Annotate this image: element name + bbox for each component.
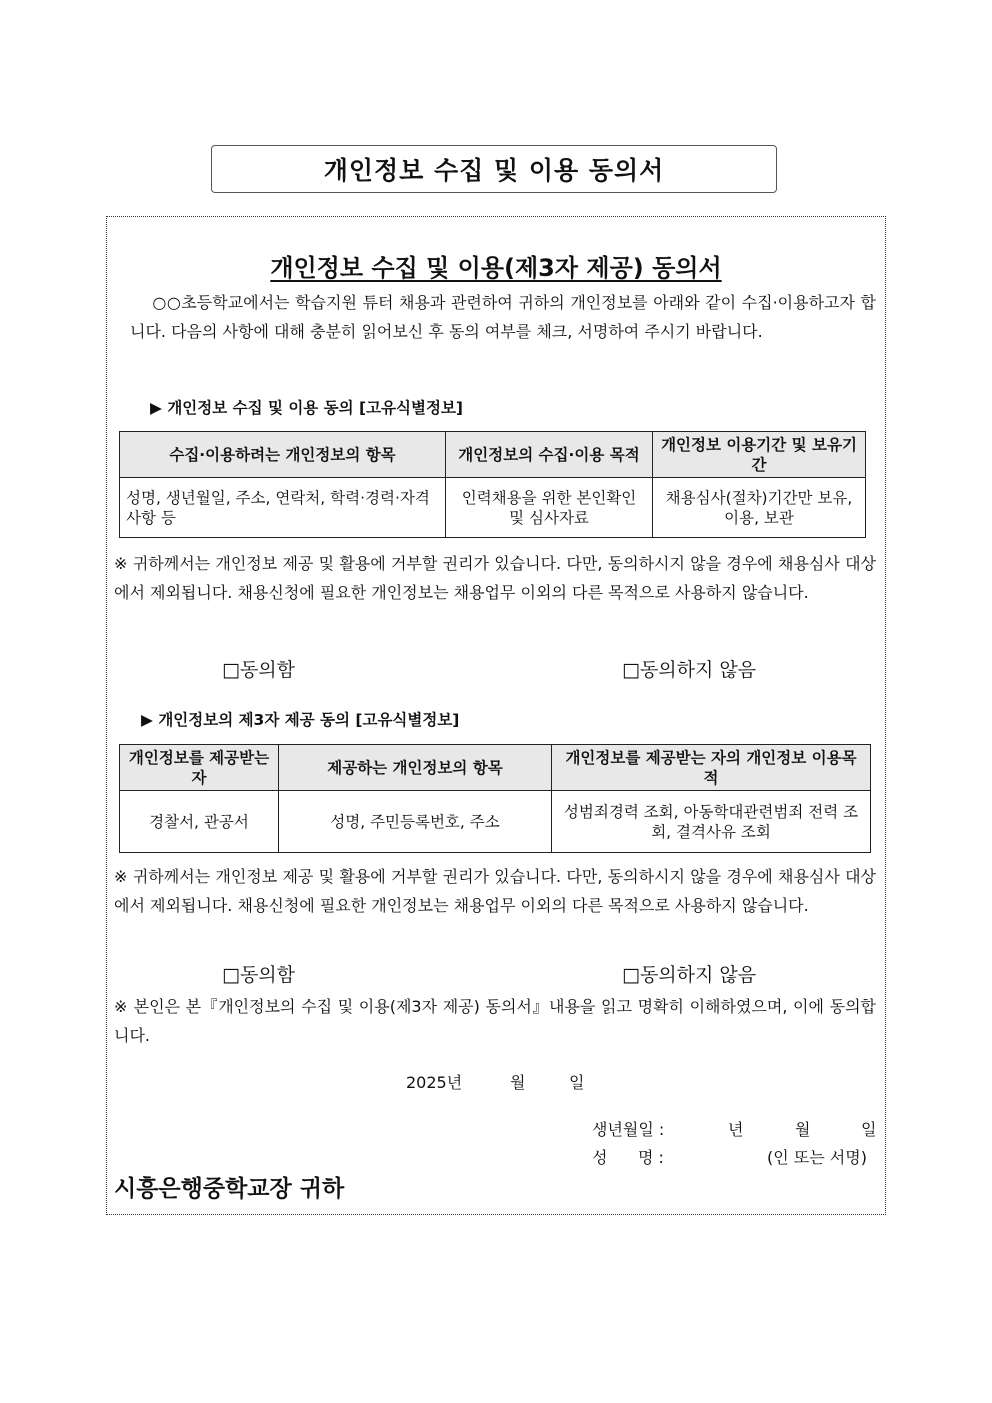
section2-header-purpose: 개인정보를 제공받는 자의 개인정보 이용목적 [552,745,871,791]
section1-cell-period: 채용심사(절차)기간만 보유, 이용, 보관 [653,478,866,538]
doc-title: 개인정보 수집 및 이용(제3자 제공) 동의서 [270,254,722,282]
date-month: 월 [510,1073,526,1092]
birth-year: 년 [728,1120,744,1139]
intro-paragraph: ○○초등학교에서는 학습지원 튜터 채용과 관련하여 귀하의 개인정보를 아래와 같이 수집·이용하고자 합니다. 다음의 사항에 대해 충분히 읽어보신 후 동의 여부를 체크, 서명하여 주시기 바랍니다. [130,293,876,341]
section1-table [119,431,866,538]
final-notice: ※ 본인은 본『개인정보의 수집 및 이용(제3자 제공) 동의서』내용을 읽고 명확히 이해하였으며, 이에 동의합니다. [114,997,876,1045]
birth-month: 월 [795,1120,811,1139]
section2-cell-recipient: 경찰서, 관공서 [120,791,279,853]
section1-heading: ▶ 개인정보 수집 및 이용 동의 [고유식별정보] [150,399,464,417]
sign-hint: (인 또는 서명) [767,1148,867,1167]
section2-heading: ▶ 개인정보의 제3자 제공 동의 [고유식별정보] [141,711,460,729]
section2-header-items: 제공하는 개인정보의 항목 [279,745,552,791]
section1-notice: ※ 귀하께서는 개인정보 제공 및 활용에 거부할 권리가 있습니다. 다만, 동의하시지 않을 경우에 채용심사 대상에서 제외됩니다. 채용신청에 필요한 개인정보는 채용업무 이외의 다른 목적으로 사용하지 않습니다. [114,554,876,602]
section2-disagree-checkbox[interactable]: □동의하지 않음 [622,964,757,986]
section2-notice: ※ 귀하께서는 개인정보 제공 및 활용에 거부할 권리가 있습니다. 다만, 동의하시지 않을 경우에 채용심사 대상에서 제외됩니다. 채용신청에 필요한 개인정보는 채용업무 이외의 다른 목적으로 사용하지 않습니다. [114,867,876,915]
section1-header-purpose: 개인정보의 수집·이용 목적 [446,432,653,478]
addressee: 시흥은행중학교장 귀하 [114,1176,345,1202]
section2-table [119,744,871,853]
section1-header-items: 수집·이용하려는 개인정보의 항목 [120,432,446,478]
name-label: 성 명 : [592,1148,664,1167]
birth-day: 일 [861,1120,877,1139]
section1-disagree-checkbox[interactable]: □동의하지 않음 [622,659,757,681]
section2-cell-purpose: 성범죄경력 조회, 아동학대관련범죄 전력 조회, 결격사유 조회 [552,791,871,853]
birth-label: 생년월일 : [592,1120,665,1139]
section1-cell-items: 성명, 생년월일, 주소, 연락처, 학력·경력·자격사항 등 [120,478,446,538]
date-year: 2025년 [406,1073,463,1092]
section1-cell-purpose: 인력채용을 위한 본인확인 및 심사자료 [446,478,653,538]
section2-header-recipient: 개인정보를 제공받는자 [120,745,279,791]
date-day: 일 [569,1073,585,1092]
header-title: 개인정보 수집 및 이용 동의서 [211,145,777,193]
section1-agree-checkbox[interactable]: □동의함 [222,659,296,681]
section2-cell-items: 성명, 주민등록번호, 주소 [279,791,552,853]
section1-header-period: 개인정보 이용기간 및 보유기간 [653,432,866,478]
section2-agree-checkbox[interactable]: □동의함 [222,964,296,986]
